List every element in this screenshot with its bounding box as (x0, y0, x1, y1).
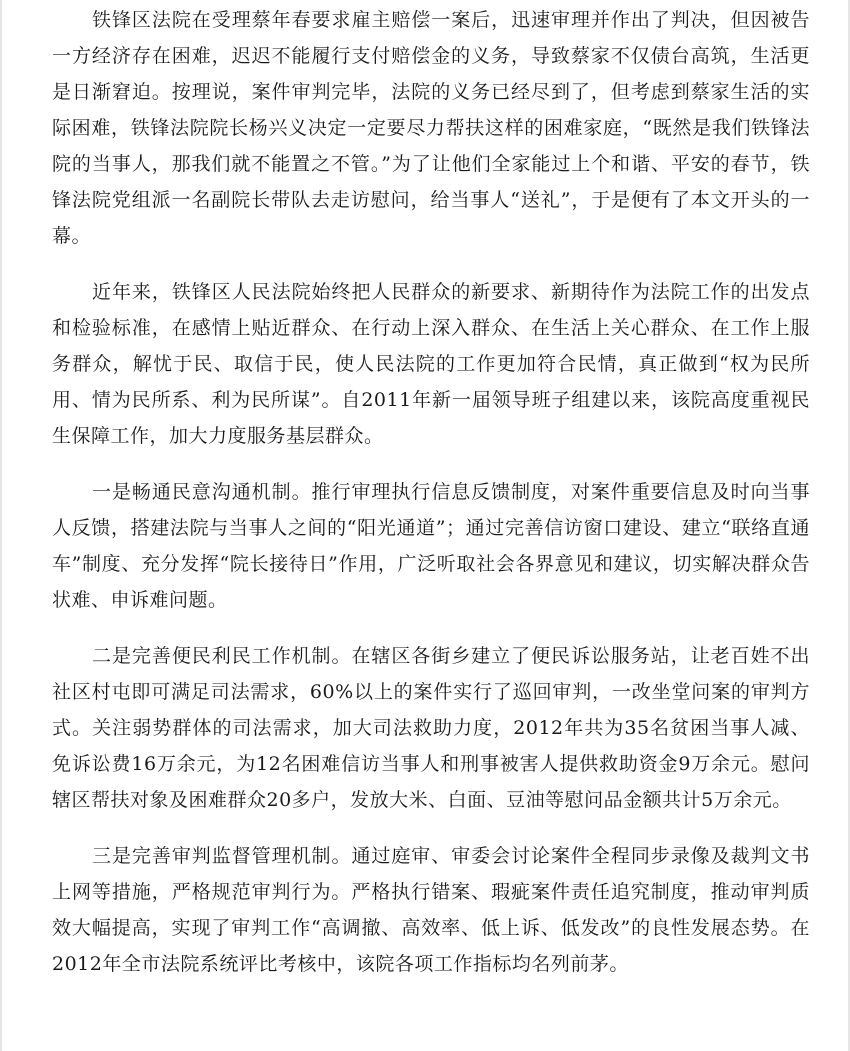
paragraph-4: 二是完善便民利民工作机制。在辖区各街乡建立了便民诉讼服务站，让老百姓不出社区村屯即可满足司法需求，60%以上的案件实行了巡回审判，一改坐堂问案的审判方式。关注弱势群体的司法需求，加大司法救助力度，2012年共为35名贫困当事人减、免诉讼费16万余元，为12名困难信访当事人和刑事被害人提供救助资金9万余元。慰问辖区帮扶对象及困难群众20多户，发放大米、白面、豆油等慰问品金额共计5万余元。 (52, 645, 810, 811)
paragraph-3: 一是畅通民意沟通机制。推行审理执行信息反馈制度，对案件重要信息及时向当事人反馈，搭建法院与当事人之间的“阳光通道”；通过完善信访窗口建设、建立“联络直通车”制度、充分发挥“院长接待日”作用，广泛听取社会各界意见和建议，切实解决群众告状难、申诉难问题。 (52, 481, 810, 611)
paragraph-2: 近年来，铁锋区人民法院始终把人民群众的新要求、新期待作为法院工作的出发点和检验标准，在感情上贴近群众、在行动上深入群众、在生活上关心群众、在工作上服务群众，解忧于民、取信于民，使人民法院的工作更加符合民情，真正做到“权为民所用、情为民所系、利为民所谋”。自2011年新一届领导班子组建以来，该院高度重视民生保障工作，加大力度服务基层群众。 (52, 281, 810, 447)
article-body (52, 2, 810, 1002)
paragraph-5: 三是完善审判监督管理机制。通过庭审、审委会讨论案件全程同步录像及裁判文书上网等措施，严格规范审判行为。严格执行错案、瑕疵案件责任追究制度，推动审判质效大幅提高，实现了审判工作“高调撤、高效率、低上诉、低发改”的良性发展态势。在2012年全市法院系统评比考核中，该院各项工作指标均名列前茅。 (52, 845, 810, 975)
paragraph-1: 铁锋区法院在受理蔡年春要求雇主赔偿一案后，迅速审理并作出了判决，但因被告一方经济存在困难，迟迟不能履行支付赔偿金的义务，导致蔡家不仅债台高筑，生活更是日渐窘迫。按理说，案件审判完毕，法院的义务已经尽到了，但考虑到蔡家生活的实际困难，铁锋法院院长杨兴义决定一定要尽力帮扶这样的困难家庭，“既然是我们铁锋法院的当事人，那我们就不能置之不管。”为了让他们全家能过上个和谐、平安的春节，铁锋法院党组派一名副院长带队去走访慰问，给当事人“送礼”，于是便有了本文开头的一幕。 (52, 9, 810, 247)
